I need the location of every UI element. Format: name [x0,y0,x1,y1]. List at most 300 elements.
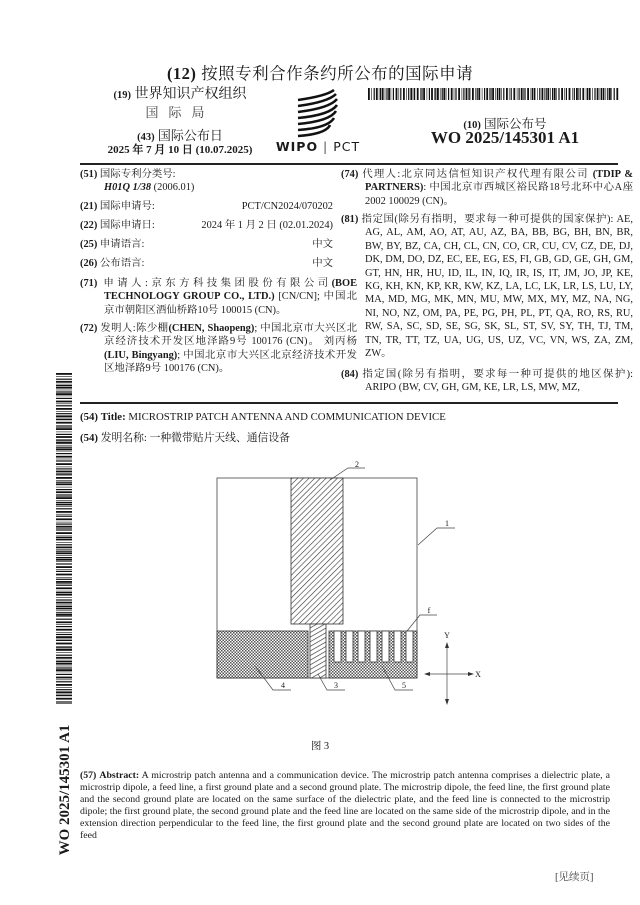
ipc-version: (2006.01) [153,182,195,194]
barcode-bar [56,605,72,606]
barcode-bar [434,88,435,100]
barcode-bar [524,88,525,100]
barcode-bar [547,88,549,100]
field-number: (72) [80,323,98,334]
publication-date-label-text: 国际公布日 [157,128,223,143]
barcode-bar [56,404,72,405]
field-number: (71) [80,278,98,289]
barcode-bar [576,88,578,100]
barcode-bar [477,88,478,100]
barcode-bar [56,612,72,613]
figure-label-f: f [427,606,431,615]
barcode-bar [462,88,463,100]
field-number: (74) [341,169,359,180]
barcode-bar [423,88,425,100]
barcode-bar [56,581,72,583]
barcode-bar [616,88,618,100]
barcode-bar [56,385,72,386]
barcode-bar [56,405,72,406]
document-type-heading [0,60,640,84]
barcode-bar [396,88,398,100]
barcode-bar [56,608,72,610]
barcode-bar [56,626,72,627]
barcode-bar [56,579,72,580]
barcode-bar [56,542,72,543]
barcode-bar [56,551,72,552]
barcode-bar [56,647,72,648]
barcode-bar [56,677,72,679]
barcode-bar [56,583,72,584]
filing-language: 中文 [312,239,333,250]
barcode-bar [56,471,72,473]
barcode-bar [56,387,72,389]
barcode-bar [56,506,72,507]
field-number: (54) [80,432,98,444]
barcode-bar [56,381,72,383]
barcode-bar [544,88,545,100]
microstrip-dipole [291,478,343,624]
agent-name-en: (TDIP & PARTNERS) [365,169,633,194]
barcode-bar [458,88,460,100]
barcode-bar [437,88,439,100]
barcode-bar [601,88,602,100]
title-en [80,411,446,423]
barcode-bar [56,418,72,419]
field-label: 申请语言: [99,239,145,250]
barcode-bar [371,88,372,100]
barcode-bar [56,379,72,380]
barcode-bar [564,88,565,100]
barcode-bar [56,516,72,517]
field-label: 国际专利分类号: [99,169,176,180]
barcode-bar [56,473,72,474]
barcode-bar [484,88,485,100]
barcode-bar [56,393,72,395]
barcode-bar [56,474,72,475]
field-25 [80,238,333,251]
logo-wipo: WIPO [275,139,319,154]
abstract-label: Abstract: [99,770,140,781]
barcode-bar [554,88,556,100]
barcode-bar [56,614,72,616]
title-value: MICROSTRIP PATCH ANTENNA AND COMMUNICATION DEVICE [128,411,446,423]
barcode-bar [56,524,72,525]
organization-bureau: 国际局 [145,105,215,120]
barcode-bar [56,569,72,570]
axis-label-y: Y [444,631,450,640]
barcode-bar [56,413,72,414]
barcode-bar [56,480,72,481]
barcode-bar [386,88,387,100]
barcode-bar [56,621,72,623]
filing-date: 2024 年 1 月 2 日 (02.01.2024) [201,220,333,231]
barcode-bar [56,657,72,659]
field-22 [80,219,333,232]
ground-plate-slot [394,631,401,662]
barcode-bar [56,667,72,668]
barcode-bar [417,88,419,100]
barcode-bar [603,88,605,100]
barcode-bar [607,88,608,100]
barcode-bar [56,447,72,448]
barcode-bar [56,643,72,645]
barcode-bar [56,376,72,377]
barcode-bar [594,88,595,100]
barcode-bar [469,88,470,100]
barcode-bar [56,440,72,441]
title-cn [80,430,290,445]
publication-date-value: 2025 年 7 月 10 日 (10.07.2025) [107,144,253,156]
field-51 [80,168,333,195]
barcode-bar [478,88,480,100]
barcode-bar [56,611,72,612]
barcode-bar [56,646,72,647]
publication-number: WO 2025/145301 A1 [430,128,580,147]
barcode-bar [492,88,494,100]
field-81 [341,213,633,360]
barcode-bar [56,639,72,640]
barcode-bar [486,88,488,100]
field-number: (84) [341,369,359,380]
barcode-bar [56,544,72,545]
barcode-bar [56,468,72,469]
barcode-bar [56,619,72,620]
barcode-bar [523,88,524,100]
feed-line [310,624,326,678]
barcode-bar [56,491,72,493]
barcode-bar [56,390,72,391]
barcode-bar [56,585,72,586]
barcode-bar [56,526,72,528]
barcode-bar [56,511,72,513]
application-number: PCT/CN2024/070202 [241,201,333,212]
title-value: 一种微带贴片天线、通信设备 [149,432,290,444]
barcode-bar [56,373,72,375]
field-number: (22) [80,220,98,231]
barcode-bar [56,547,72,549]
barcode-bar [56,552,72,554]
barcode-bar [376,88,378,100]
barcode-bar [519,88,520,100]
barcode-bar [542,88,544,100]
barcode-side-icon [56,373,72,703]
barcode-bar [56,691,72,693]
barcode-bar [513,88,515,100]
barcode-bar [56,500,72,501]
field-label: 国际申请日: [99,220,155,231]
field-21 [80,200,333,213]
barcode-bar [56,494,72,495]
barcode-bar [56,460,72,461]
barcode-bar [56,456,72,458]
barcode-bar [56,504,72,506]
abstract-text: A microstrip patch antenna and a communication device. The microstrip patch antenna comprises a dielectric plate, a microstrip dipole, a feed line, a first ground plate and a second ground plate. The microstrip dipole, the feed line, the first ground plate and the second ground plate are located on the same surface of the dielectric plate, and the feed line is connected to the microstrip dipole; the first ground plate, the second ground plate and the feed line are located on the same side of the microstrip dipole, and in the extension direction perpendicular to the feed line, the first ground plate and the second ground plate are located on two sides of the feed [80,770,610,842]
barcode-bar [406,88,407,100]
barcode-bar [558,88,559,100]
barcode-bar [490,88,491,100]
barcode-bar [614,88,615,100]
field-label: 国际申请号: [99,201,155,212]
title-label: Title: [100,411,126,423]
barcode-bar [56,497,72,499]
ground-plate-slot [334,631,341,662]
field-number: (19) [113,90,131,101]
barcode-bar [56,442,72,444]
barcode-bar [572,88,573,100]
barcode-bar [56,445,72,446]
barcode-bar [56,537,72,538]
barcode-bar [56,640,72,641]
barcode-bar [56,555,72,556]
barcode-bar [374,88,375,100]
field-label: 发明人: [100,323,136,334]
barcode-bar [517,88,518,100]
barcode-bar [414,88,415,100]
field-number: (10) [463,120,481,131]
inventor-name-cn: 刘丙杨 [323,336,357,348]
inventor-name-cn: 陈少棚 [135,323,169,334]
barcode-bar [56,674,72,675]
barcode-bar [586,88,587,100]
barcode-bar [531,88,532,100]
barcode-bar [56,689,72,690]
field-number: (25) [80,239,98,250]
barcode-bar [539,88,540,100]
barcode-bar [413,88,414,100]
barcode-bar [574,88,575,100]
figure-label-4: 4 [281,681,285,690]
barcode-bar [580,88,581,100]
continued-on-next-page: [见续页] [555,872,594,883]
field-number: (43) [137,132,155,143]
titles-divider [80,402,618,404]
barcode-bar [56,477,72,479]
field-number: (26) [80,258,98,269]
field-number: (54) [80,411,98,423]
field-label: 代理人: [362,169,401,180]
barcode-bar [582,88,584,100]
inventor-name-en: (LIU, Bingyang) [104,349,178,361]
barcode-bar [56,411,72,412]
barcode-bar [448,88,449,100]
barcode-bar [56,655,72,656]
barcode-bar [443,88,445,100]
header-divider [80,163,618,165]
barcode-bar [427,88,428,100]
barcode-bar [489,88,490,100]
barcode-bar [408,88,409,100]
barcode-bar [56,448,72,450]
barcode-bar [609,88,611,100]
side-publication-number: WO 2025/145301 A1 [57,724,73,856]
barcode-bar [556,88,557,100]
barcode-bar [56,483,72,485]
barcode-bar [589,88,591,100]
barcode-bar [475,88,476,100]
barcode-bar [56,502,72,503]
barcode-bar [56,453,72,454]
barcode-bar [56,495,72,496]
barcode-bar [56,459,72,460]
axis-label-x: X [475,670,481,679]
barcode-bar [56,398,72,399]
barcode-bar [56,432,72,433]
barcode-bar [56,434,72,435]
barcode-bar [393,88,394,100]
barcode-bar [56,401,72,403]
title-label: 发明名称: [100,432,147,444]
ipc-code: H01Q 1/38 [104,182,152,194]
barcode-bar [56,518,72,520]
barcode-bar [56,666,72,667]
barcode-bar [56,384,72,385]
barcode-bar [56,549,72,550]
barcode-bar [532,88,533,100]
designated-states: 指定国(除另有指明，要求每一种可提供的国家保护): AE, AG, AL, AM, AO, AT, AU, AZ, BA, BB, BG, BH, BN, BR, BW, BY, BZ, CA, CH, CL, CN, CO, CR, CU, CV, CZ, DE, DJ, DK, DM, DO, DZ, EC, EE, EG, ES, FI, GB, GD, GE, GH, GM, GT, HN, HR, HU, ID, IL, IN, IQ, IR, IS, IT, JM, JO, JP, KE, KG, KH, KN, KP, KR, KW, KZ, LA, LC, LK, LR, LS, LU, LY, MA, MD, MG, MK, MN, MU, MW, MX, MY, MZ, NA, NG, NI, NO, NZ, OM, PA, PE, PG, PH, PL, PT, QA, RO, RS, RU, RW, SA, SC, SD, SE, SG, SK, SL, ST, SV, SY, TH, TJ, TM, TN, TR, TT, TZ, UA, UG, US, UZ, VC, VN, WS, ZA, ZM, ZW。 [361,214,633,360]
ground-plate-slot [406,631,413,662]
barcode-bar [534,88,536,100]
barcode-bar [611,88,612,100]
barcode-bar [56,663,72,665]
barcode-bar [56,629,72,631]
barcode-bar [495,88,496,100]
field-number: (21) [80,201,98,212]
barcode-bar [466,88,468,100]
barcode-bar [56,687,72,688]
barcode-bar [56,439,72,440]
agent-name-cn: 北京同达信恒知识产权代理有限公司 [400,169,589,180]
barcode-bar [56,391,72,392]
barcode-bar [56,632,72,633]
barcode-bar [56,599,72,600]
figure-label-1: 1 [445,519,449,528]
barcode-bar [56,451,72,452]
barcode-bar [56,606,72,607]
barcode-bar [56,602,72,604]
barcode-bar [511,88,512,100]
barcode-bar [56,616,72,617]
barcode-bar [600,88,601,100]
barcode-bar [561,88,563,100]
barcode-bar [56,660,72,661]
barcode-bar [56,594,72,596]
barcode-bar [56,539,72,541]
barcode-bar [506,88,508,100]
barcode-bar [56,557,72,558]
barcode-bar [56,649,72,651]
inventor-name-en: (CHEN, Shaopeng) [168,323,255,334]
barcode-bar [56,425,72,426]
barcode-bar [379,88,380,100]
publication-number-label-text: 国际公布号 [484,117,547,131]
barcode-bar [440,88,441,100]
barcode-bar [463,88,464,100]
barcode-bar [56,592,72,593]
barcode-bar [578,88,579,100]
barcode-bar [368,88,370,100]
antenna-figure [215,460,481,710]
barcode-bar [382,88,384,100]
barcode-bar [56,536,72,537]
barcode-bar [56,532,72,534]
agent-address: : 中国北京市西城区裕民路18号北环中心A座2002 100029 (CN)。 [365,182,633,207]
barcode-bar [56,672,72,673]
barcode-bar [56,508,72,509]
barcode-bar [435,88,436,100]
barcode-bar [56,597,72,598]
barcode-bar [56,426,72,427]
barcode-bar [56,587,72,589]
barcode-bar [56,566,72,568]
ground-plate-slot [346,631,353,662]
barcode-bar [537,88,538,100]
barcode-bar [56,661,72,662]
barcode-top-icon [368,88,618,100]
barcode-bar [606,88,607,100]
document-type-text: 按照专利合作条约所公布的国际申请 [201,64,474,83]
barcode-bar [446,88,447,100]
wipo-pct-logo-text: WIPO | PCT [275,139,361,154]
barcode-bar [56,669,72,671]
barcode-bar [431,88,433,100]
barcode-bar [454,88,455,100]
barcode-bar [56,574,72,576]
barcode-bar [56,396,72,397]
barcode-bar [421,88,422,100]
barcode-bar [56,591,72,592]
barcode-bar [56,436,72,438]
applicant-name-en: (BOE TECHNOLOGY GROUP CO., LTD.) [104,278,357,303]
barcode-bar [420,88,421,100]
logo-pct: PCT [333,139,361,154]
barcode-bar [56,467,72,468]
field-label: 公布语言: [99,258,145,269]
barcode-bar [56,489,72,490]
field-72 [80,322,357,376]
barcode-bar [56,522,72,523]
barcode-bar [56,528,72,529]
barcode-bar [56,577,72,578]
barcode-bar [429,88,430,100]
barcode-bar [566,88,567,100]
barcode-bar [56,684,72,686]
barcode-bar [503,88,504,100]
barcode-bar [569,88,571,100]
barcode-bar [56,563,72,564]
barcode-bar [56,561,72,562]
barcode-bar [399,88,400,100]
field-number: (57) [80,770,97,781]
barcode-bar [587,88,588,100]
applicant-address: [CN/CN]; 中国北京市朝阳区酒仙桥路10号 100015 (CN)。 [104,291,357,316]
field-number: (51) [80,169,98,180]
barcode-bar [546,88,547,100]
field-71 [80,277,357,317]
figure-label-3: 3 [334,681,338,690]
barcode-bar [451,88,453,100]
barcode-bar [56,529,72,530]
barcode-bar [56,419,72,420]
figure-label-5: 5 [402,681,406,690]
barcode-bar [499,88,501,100]
barcode-bar [56,636,72,638]
field-84 [341,368,633,395]
barcode-bar [455,88,456,100]
abstract [80,770,610,843]
barcode-bar [482,88,483,100]
figure-caption: 图 3 [310,741,330,752]
barcode-bar [56,559,72,561]
